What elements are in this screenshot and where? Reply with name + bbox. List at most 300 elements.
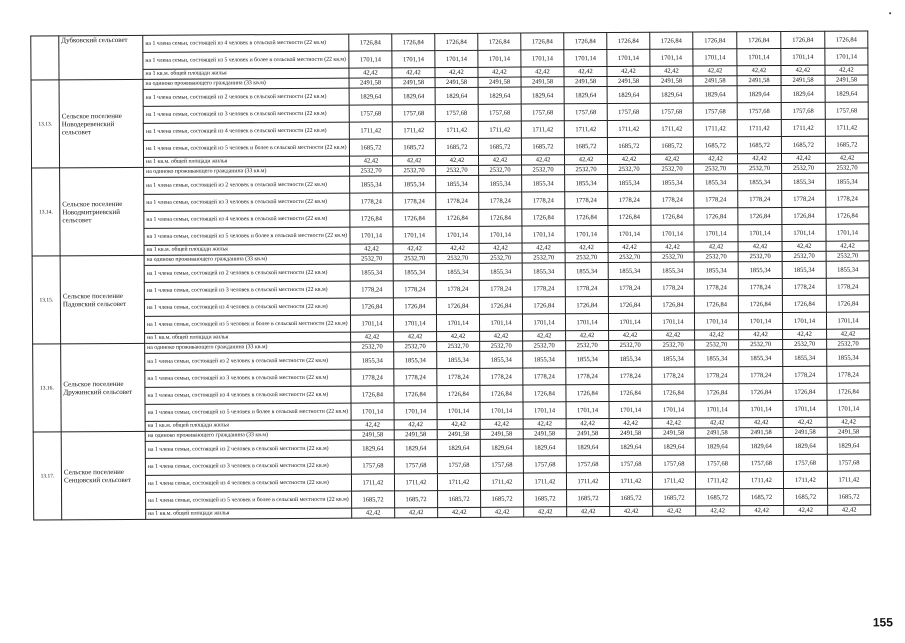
cost-value-cell: 1778,24 (437, 368, 480, 385)
cost-value-cell: 2532,70 (350, 166, 393, 176)
cost-value-cell: 1829,64 (564, 87, 607, 104)
cost-value-cell: 1726,84 (522, 209, 565, 226)
cost-value-cell: 1701,14 (695, 401, 739, 418)
cost-value-cell: 42,42 (437, 419, 480, 429)
cost-value-cell: 1778,24 (393, 193, 436, 210)
cost-value-cell: 2532,70 (694, 164, 738, 174)
cost-value-cell: 1701,14 (393, 227, 436, 244)
cost-value-cell: 1855,34 (651, 262, 694, 279)
cost-value-cell: 42,42 (740, 505, 784, 515)
cost-value-cell: 2491,58 (781, 75, 825, 85)
cost-value-cell: 42,42 (480, 331, 523, 341)
cost-value-cell: 2491,58 (739, 427, 783, 437)
cost-value-cell: 1726,84 (608, 296, 651, 313)
cost-value-cell: 42,42 (392, 68, 435, 78)
cost-value-cell: 1829,64 (693, 86, 737, 103)
cost-value-cell: 42,42 (478, 155, 521, 165)
cost-value-cell: 1778,24 (827, 366, 870, 383)
norm-description: на 1 члена семьи, состоящей из 4 человек в сельской местности (22 кв.м) (145, 474, 351, 492)
cost-value-cell: 1726,84 (608, 208, 651, 225)
cost-value-cell: 42,42 (608, 242, 651, 252)
cost-value-cell: 42,42 (739, 417, 783, 427)
cost-value-cell: 1778,24 (694, 279, 738, 296)
norm-description: на 1 кв.м. общей площади жилья (144, 244, 350, 255)
cost-value-cell: 2532,70 (827, 339, 870, 349)
norm-description: на 1 члена семьи, состоящей из 4 человек в сельской местности (22 кв.м) (144, 210, 350, 228)
cost-value-cell: 42,42 (566, 419, 609, 429)
cost-value-cell: 1726,84 (521, 33, 564, 50)
cost-value-cell: 1855,34 (393, 264, 436, 281)
cost-value-cell: 1726,84 (435, 33, 478, 50)
cost-value-cell: 1711,42 (480, 473, 523, 490)
cost-value-cell: 2491,58 (693, 76, 737, 86)
cost-value-cell: 42,42 (693, 154, 737, 164)
cost-value-cell: 42,42 (521, 155, 564, 165)
cost-value-cell: 1701,14 (608, 225, 651, 242)
cost-value-cell: 1757,68 (693, 103, 737, 120)
section-number: 13.13. (31, 80, 60, 168)
cost-value-cell: 1701,14 (738, 312, 782, 329)
cost-value-cell: 2532,70 (565, 165, 608, 175)
cost-value-cell: 42,42 (696, 506, 740, 516)
cost-value-cell: 2491,58 (652, 428, 695, 438)
cost-value-cell: 42,42 (394, 420, 437, 430)
cost-value-cell: 2491,58 (566, 429, 609, 439)
cost-value-cell: 1726,84 (826, 207, 869, 224)
cost-value-cell: 1701,14 (435, 50, 478, 67)
cost-value-cell: 1855,34 (565, 175, 608, 192)
cost-value-cell: 42,42 (783, 417, 827, 427)
cost-value-cell: 1778,24 (436, 280, 479, 297)
cost-value-cell: 1778,24 (782, 278, 826, 295)
cost-value-cell: 1757,68 (781, 102, 825, 119)
cost-value-cell: 1685,72 (693, 137, 737, 154)
cost-value-cell: 42,42 (782, 241, 826, 251)
cost-value-cell: 1757,68 (523, 456, 566, 473)
cost-value-cell: 42,42 (825, 65, 868, 75)
cost-value-cell: 42,42 (437, 331, 480, 341)
cost-value-cell: 2491,58 (607, 76, 650, 86)
cost-value-cell: 2532,70 (351, 342, 394, 352)
cost-value-cell: 1726,84 (437, 385, 480, 402)
cost-value-cell: 1778,24 (739, 366, 783, 383)
cost-value-cell: 2532,70 (694, 252, 738, 262)
cost-value-cell: 2532,70 (608, 164, 651, 174)
cost-value-cell: 1701,14 (478, 50, 521, 67)
cost-value-cell: 1829,64 (652, 438, 695, 455)
cost-value-cell: 1829,64 (521, 87, 564, 104)
cost-value-cell: 1778,24 (479, 192, 522, 209)
cost-value-cell: 42,42 (349, 68, 392, 78)
norm-description: на одиноко проживающего гражданина (33 кв.м) (144, 254, 350, 265)
cost-value-cell: 1726,84 (738, 207, 782, 224)
cost-value-cell: 1711,42 (435, 121, 478, 138)
cost-value-cell: 1701,14 (350, 315, 393, 332)
cost-value-cell: 1757,68 (564, 104, 607, 121)
cost-value-cell: 1778,24 (479, 280, 522, 297)
cost-value-cell: 42,42 (438, 507, 481, 517)
cost-value-cell: 1701,14 (350, 227, 393, 244)
cost-value-cell: 42,42 (479, 243, 522, 253)
scan-speck (889, 12, 891, 14)
cost-value-cell: 1726,84 (394, 386, 437, 403)
cost-value-cell: 2491,58 (480, 429, 523, 439)
cost-value-cell: 2532,70 (436, 165, 479, 175)
norm-description: на 1 члена семьи, состоящей из 5 человек и более в сельской местности (22 кв.м) (144, 227, 350, 245)
cost-value-cell: 42,42 (737, 65, 781, 75)
cost-value-cell: 2491,58 (349, 78, 392, 88)
cost-value-cell: 1757,68 (827, 454, 870, 471)
cost-value-cell: 1711,42 (349, 122, 392, 139)
cost-value-cell: 1701,14 (827, 400, 870, 417)
cost-value-cell: 2532,70 (480, 341, 523, 351)
cost-value-cell: 1778,24 (694, 191, 738, 208)
cost-value-cell: 1829,64 (695, 438, 739, 455)
norm-description: на 1 члена семьи, состоящей из 4 человек в сельской местности (22 кв.м) (143, 34, 349, 52)
cost-value-cell: 42,42 (435, 67, 478, 77)
cost-value-cell: 2532,70 (783, 339, 827, 349)
cost-value-cell: 1855,34 (479, 175, 522, 192)
norm-description: на 1 члена семьи, состоящей из 5 человек и более в сельской местности (22 кв.м) (145, 403, 351, 421)
cost-value-cell: 42,42 (738, 241, 782, 251)
cost-value-cell: 2532,70 (522, 165, 565, 175)
cost-value-cell: 2532,70 (826, 251, 869, 261)
cost-value-cell: 42,42 (523, 331, 566, 341)
cost-value-cell: 1855,34 (479, 263, 522, 280)
cost-value-cell: 1701,14 (436, 226, 479, 243)
cost-value-cell: 42,42 (737, 153, 781, 163)
cost-value-cell: 42,42 (521, 67, 564, 77)
cost-value-cell: 42,42 (564, 67, 607, 77)
cost-value-cell: 1829,64 (737, 85, 781, 102)
cost-value-cell: 1829,64 (351, 440, 394, 457)
cost-value-cell: 42,42 (651, 242, 694, 252)
cost-value-cell: 1757,68 (652, 455, 695, 472)
cost-value-cell: 1711,42 (607, 120, 650, 137)
cost-value-cell: 1855,34 (566, 351, 609, 368)
norm-description: на 1 члена семьи, состоящей из 2 человек в сельской местности (22 кв.м) (145, 440, 351, 458)
cost-value-cell: 2491,58 (737, 75, 781, 85)
norm-description: на 1 кв.м. общей площади жилья (143, 68, 349, 79)
cost-value-cell: 1711,42 (827, 471, 870, 488)
cost-value-cell: 2532,70 (437, 341, 480, 351)
cost-value-cell: 1701,14 (521, 50, 564, 67)
cost-value-cell: 1726,84 (694, 208, 738, 225)
cost-value-cell: 42,42 (693, 66, 737, 76)
cost-value-cell: 1855,34 (437, 351, 480, 368)
cost-value-cell: 1855,34 (522, 175, 565, 192)
cost-value-cell: 1726,84 (739, 383, 783, 400)
cost-value-cell: 2532,70 (826, 163, 869, 173)
cost-value-cell: 1711,42 (825, 119, 868, 136)
cost-value-cell: 1701,14 (826, 312, 869, 329)
cost-value-cell: 1701,14 (650, 49, 693, 66)
cost-value-cell: 1726,84 (436, 297, 479, 314)
cost-value-cell: 1778,24 (522, 280, 565, 297)
cost-value-cell: 42,42 (826, 241, 869, 251)
cost-value-cell: 1726,84 (350, 210, 393, 227)
cost-value-cell: 1855,34 (523, 351, 566, 368)
cost-value-cell: 1778,24 (782, 190, 826, 207)
cost-value-cell: 42,42 (652, 418, 695, 428)
cost-value-cell: 1701,14 (782, 224, 826, 241)
cost-value-cell: 1855,34 (608, 174, 651, 191)
cost-value-cell: 1726,84 (565, 209, 608, 226)
cost-value-cell: 1726,84 (693, 32, 737, 49)
cost-value-cell: 42,42 (394, 332, 437, 342)
cost-value-cell: 1711,42 (695, 472, 739, 489)
norm-description: на 1 члена семьи, состоящей из 4 человек в сельской местности (22 кв.м) (144, 298, 350, 316)
cost-value-cell: 42,42 (781, 65, 825, 75)
cost-value-cell: 1711,42 (693, 120, 737, 137)
norm-description: на одиноко проживающего гражданина (33 кв.м) (145, 342, 351, 353)
cost-value-cell: 1757,68 (435, 104, 478, 121)
cost-value-cell: 42,42 (607, 66, 650, 76)
cost-value-cell: 1685,72 (352, 491, 395, 508)
cost-value-cell: 1855,34 (609, 350, 652, 367)
cost-value-cell: 2491,58 (437, 429, 480, 439)
cost-value-cell: 42,42 (828, 505, 871, 515)
cost-value-cell: 1757,68 (739, 454, 783, 471)
norm-description: на 1 члена семьи, состоящей из 2 человек в сельской местности (22 кв.м) (145, 352, 351, 370)
cost-value-cell: 1685,72 (607, 137, 650, 154)
cost-value-cell: 1778,24 (738, 190, 782, 207)
cost-value-cell: 1701,14 (522, 226, 565, 243)
cost-value-cell: 1726,84 (651, 296, 694, 313)
cost-value-cell: 1726,84 (782, 295, 826, 312)
cost-value-cell: 42,42 (825, 153, 868, 163)
cost-value-cell: 1711,42 (394, 474, 437, 491)
cost-value-cell: 1726,84 (781, 31, 825, 48)
cost-value-cell: 1726,84 (479, 209, 522, 226)
cost-value-cell: 1685,72 (478, 138, 521, 155)
cost-value-cell: 1829,64 (349, 88, 392, 105)
cost-value-cell: 1757,68 (695, 455, 739, 472)
cost-value-cell: 1711,42 (609, 472, 652, 489)
cost-value-cell: 1701,14 (565, 314, 608, 331)
cost-value-cell: 1757,68 (349, 105, 392, 122)
cost-value-cell: 2532,70 (523, 341, 566, 351)
cost-value-cell: 1701,14 (566, 402, 609, 419)
cost-value-cell: 42,42 (435, 155, 478, 165)
cost-value-cell: 42,42 (349, 156, 392, 166)
norm-description: на 1 члена семьи, состоящей из 3 человек в сельской местности (22 кв.м) (143, 105, 349, 123)
cost-value-cell: 1701,14 (349, 51, 392, 68)
cost-value-cell: 1829,64 (480, 439, 523, 456)
cost-value-cell: 42,42 (739, 329, 783, 339)
cost-value-cell: 1726,84 (350, 298, 393, 315)
cost-value-cell: 1829,64 (478, 87, 521, 104)
cost-value-cell: 1778,24 (565, 280, 608, 297)
cost-value-cell: 1685,72 (349, 139, 392, 156)
cost-value-cell: 42,42 (609, 330, 652, 340)
cost-value-cell: 42,42 (350, 244, 393, 254)
cost-value-cell: 1685,72 (784, 488, 828, 505)
cost-value-cell: 2491,58 (564, 77, 607, 87)
cost-value-cell: 42,42 (395, 508, 438, 518)
cost-value-cell: 1685,72 (825, 136, 868, 153)
cost-value-cell: 1726,84 (393, 210, 436, 227)
cost-value-cell: 42,42 (652, 330, 695, 340)
cost-value-cell: 1701,14 (351, 403, 394, 420)
cost-value-cell: 1726,84 (738, 295, 782, 312)
cost-value-cell: 1711,42 (523, 473, 566, 490)
cost-value-cell: 1829,64 (827, 437, 870, 454)
norm-description: на 1 члена семьи, состоящей из 2 человек в сельской местности (22 кв.м) (144, 264, 350, 282)
cost-value-cell: 1778,24 (608, 191, 651, 208)
cost-value-cell: 1778,24 (351, 369, 394, 386)
cost-value-cell: 1778,24 (826, 190, 869, 207)
cost-value-cell: 1757,68 (351, 457, 394, 474)
cost-value-cell: 1685,72 (481, 490, 524, 507)
norm-description: на 1 члена семьи, состоящей из 5 человек и более в сельской местности (22 кв.м) (144, 315, 350, 333)
cost-value-cell: 1855,34 (350, 264, 393, 281)
cost-value-cell: 1701,14 (392, 51, 435, 68)
cost-value-cell: 1701,14 (781, 48, 825, 65)
cost-value-cell: 1701,14 (825, 48, 868, 65)
norm-description: на 1 кв.м. общей площади жилья (146, 508, 352, 519)
cost-value-cell: 1726,84 (436, 209, 479, 226)
cost-value-cell: 1701,14 (738, 224, 782, 241)
cost-value-cell: 1855,34 (783, 349, 827, 366)
settlement-name: Сельское поселение Новодеревенский сельсовет (59, 79, 144, 168)
cost-value-cell: 1757,68 (737, 102, 781, 119)
cost-value-cell: 1701,14 (565, 226, 608, 243)
cost-value-cell: 1701,14 (479, 314, 522, 331)
cost-value-cell: 42,42 (607, 154, 650, 164)
cost-value-cell: 2491,58 (478, 77, 521, 87)
cost-value-cell: 42,42 (567, 507, 610, 517)
cost-value-cell: 1685,72 (564, 138, 607, 155)
cost-value-cell: 42,42 (695, 418, 739, 428)
cost-value-cell: 2491,58 (827, 427, 870, 437)
cost-value-cell: 2491,58 (521, 77, 564, 87)
cost-value-cell: 2532,70 (738, 251, 782, 261)
norm-description: на 1 члена семьи, состоящей из 5 человек и более в сельской местности (22 кв.м) (146, 491, 352, 509)
cost-value-cell: 42,42 (827, 329, 870, 339)
cost-value-cell: 2532,70 (651, 252, 694, 262)
cost-value-cell: 1726,84 (651, 208, 694, 225)
cost-value-cell: 1757,68 (607, 103, 650, 120)
cost-value-cell: 1855,34 (436, 175, 479, 192)
norm-description: на 1 кв.м. общей площади жилья (144, 156, 350, 167)
cost-value-cell: 1685,72 (521, 138, 564, 155)
cost-value-cell: 1701,14 (737, 48, 781, 65)
cost-value-cell: 1701,14 (436, 314, 479, 331)
cost-value-cell: 1685,72 (610, 489, 653, 506)
housing-cost-table (30, 30, 871, 520)
cost-value-cell: 2491,58 (695, 428, 739, 438)
cost-value-cell: 42,42 (653, 506, 696, 516)
cost-value-cell: 1855,34 (608, 262, 651, 279)
cost-value-cell: 1778,24 (393, 281, 436, 298)
cost-value-cell: 1726,84 (782, 207, 826, 224)
cost-value-cell: 42,42 (392, 156, 435, 166)
cost-value-cell: 2532,70 (738, 163, 782, 173)
cost-value-cell: 1829,64 (781, 85, 825, 102)
cost-value-cell: 1685,72 (653, 489, 696, 506)
norm-description: на одиноко проживающего гражданина (33 кв.м) (143, 78, 349, 89)
cost-value-cell: 1726,84 (351, 386, 394, 403)
norm-description: на 1 члена семьи, состоящей из 4 человек в сельской местности (22 кв.м) (145, 386, 351, 404)
cost-value-cell: 1855,34 (826, 261, 869, 278)
cost-value-cell: 1701,14 (393, 315, 436, 332)
cost-value-cell: 1757,68 (480, 456, 523, 473)
cost-value-cell: 2532,70 (436, 253, 479, 263)
cost-value-cell: 1685,72 (696, 489, 740, 506)
settlement-name: Дубковский сельсовет (59, 35, 143, 80)
cost-value-cell: 42,42 (351, 332, 394, 342)
cost-value-cell: 2532,70 (393, 254, 436, 264)
cost-value-cell: 1855,34 (480, 351, 523, 368)
cost-value-cell: 2491,58 (825, 75, 868, 85)
cost-value-cell: 2532,70 (782, 163, 826, 173)
settlement-name: Сельское поселение Сенцовский сельсовет (61, 431, 146, 520)
norm-description: на 1 члена семьи, состоящей из 3 человек в сельской местности (22 кв.м) (144, 193, 350, 211)
cost-value-cell: 1701,14 (609, 401, 652, 418)
cost-value-cell: 42,42 (393, 244, 436, 254)
cost-value-cell: 1757,68 (609, 455, 652, 472)
cost-value-cell: 1685,72 (737, 136, 781, 153)
cost-value-cell: 42,42 (436, 243, 479, 253)
section-number: 13.16. (33, 344, 62, 432)
cost-value-cell: 1829,64 (609, 438, 652, 455)
cost-value-cell: 2491,58 (392, 78, 435, 88)
cost-value-cell: 1778,24 (826, 278, 869, 295)
cost-value-cell: 42,42 (481, 507, 524, 517)
cost-value-cell: 1701,14 (694, 225, 738, 242)
cost-value-cell: 42,42 (609, 418, 652, 428)
cost-value-cell: 42,42 (566, 331, 609, 341)
cost-value-cell: 1726,84 (826, 295, 869, 312)
cost-value-cell: 1711,42 (392, 122, 435, 139)
cost-value-cell: 1778,24 (651, 279, 694, 296)
cost-value-cell: 1701,14 (480, 402, 523, 419)
cost-value-cell: 1726,84 (522, 297, 565, 314)
cost-value-cell: 1855,34 (695, 350, 739, 367)
cost-value-cell: 42,42 (781, 153, 825, 163)
cost-value-cell: 2491,58 (650, 76, 693, 86)
cost-value-cell: 1829,64 (392, 88, 435, 105)
cost-value-cell: 1726,84 (783, 383, 827, 400)
norm-description: на 1 члена семьи, состоящей из 3 человек в сельской местности (22 кв.м) (144, 281, 350, 299)
cost-value-cell: 1778,24 (480, 368, 523, 385)
cost-value-cell: 1701,14 (783, 400, 827, 417)
cost-value-cell: 1726,84 (480, 385, 523, 402)
norm-description: на 1 члена семьи, состоящей из 3 человек в сельской местности (22 кв.м) (145, 369, 351, 387)
cost-value-cell: 1701,14 (782, 312, 826, 329)
cost-value-cell: 1757,68 (521, 104, 564, 121)
cost-value-cell: 1778,24 (695, 367, 739, 384)
cost-value-cell: 1778,24 (566, 368, 609, 385)
cost-value-cell: 1855,34 (351, 352, 394, 369)
cost-value-cell: 1726,84 (478, 33, 521, 50)
cost-value-cell: 1685,72 (395, 491, 438, 508)
cost-value-cell: 1711,42 (566, 473, 609, 490)
cost-value-cell: 1726,84 (609, 384, 652, 401)
cost-value-cell: 2532,70 (522, 253, 565, 263)
cost-value-cell: 42,42 (650, 66, 693, 76)
cost-value-cell: 1855,34 (522, 263, 565, 280)
cost-value-cell: 1778,24 (565, 192, 608, 209)
section-number: 13.17. (33, 432, 62, 520)
cost-value-cell: 1855,34 (565, 263, 608, 280)
cost-value-cell: 1778,24 (350, 193, 393, 210)
cost-value-cell: 42,42 (694, 242, 738, 252)
section-number: 13.14. (32, 168, 61, 256)
cost-value-cell: 1685,72 (435, 138, 478, 155)
cost-value-cell: 1685,72 (524, 490, 567, 507)
